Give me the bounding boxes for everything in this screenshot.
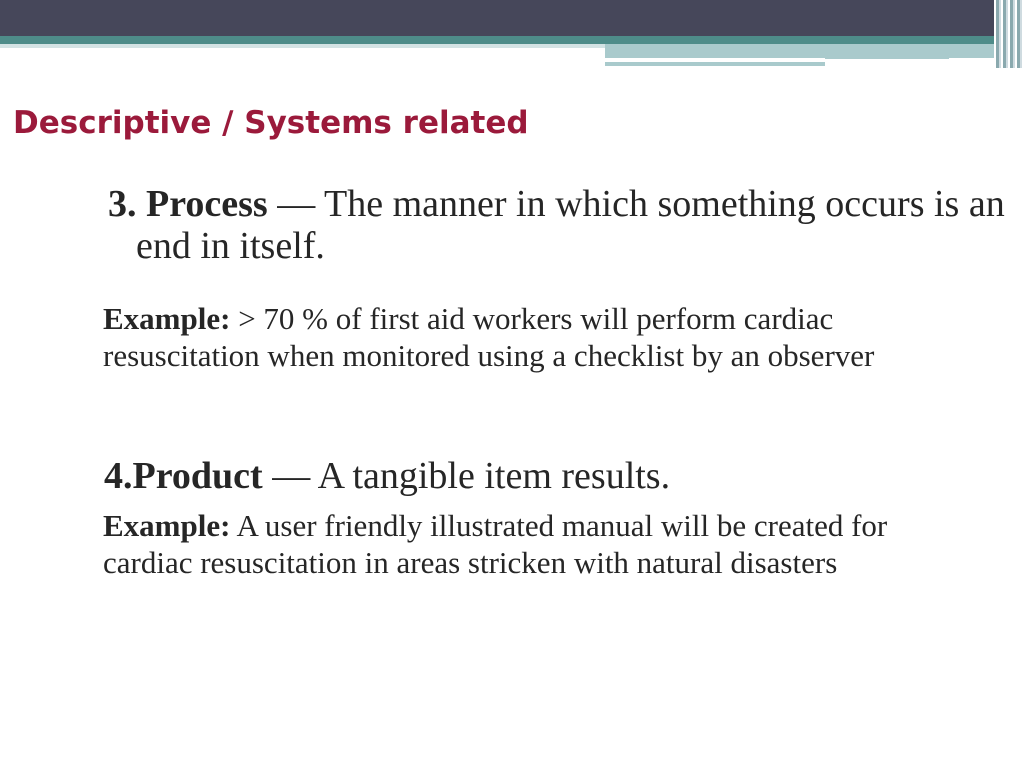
header-stripes-decoration (994, 0, 1024, 68)
product-example (103, 507, 963, 581)
header-band-dark (0, 0, 1024, 36)
header-band-teal (0, 36, 1024, 44)
header-band-pale (0, 44, 605, 48)
process-definition-text: The manner in which something occurs is an end in itself. (136, 183, 1005, 267)
product-definition-text: A tangible item results. (317, 455, 671, 497)
process-heading: 3. Process (108, 183, 268, 225)
product-example-label: Example: (103, 508, 231, 543)
process-dash: — (267, 183, 325, 225)
slide-title: Descriptive / Systems related (13, 105, 529, 141)
product-definition (104, 455, 984, 497)
process-example-label: Example: (103, 301, 231, 336)
process-example (103, 300, 963, 374)
header-band-step (605, 44, 1024, 58)
process-definition (108, 183, 1016, 267)
product-example-text: A user friendly illustrated manual will be created for cardiac resuscitation in areas stricken with natural disasters (103, 508, 888, 580)
header-band-thin (605, 62, 825, 66)
process-example-text: > 70 % of first aid workers will perform cardiac resuscitation when monitored using a checklist by an observer (103, 301, 875, 373)
product-dash: — (262, 455, 318, 497)
header-band-accent (825, 56, 949, 59)
product-heading: 4.Product (104, 455, 263, 497)
